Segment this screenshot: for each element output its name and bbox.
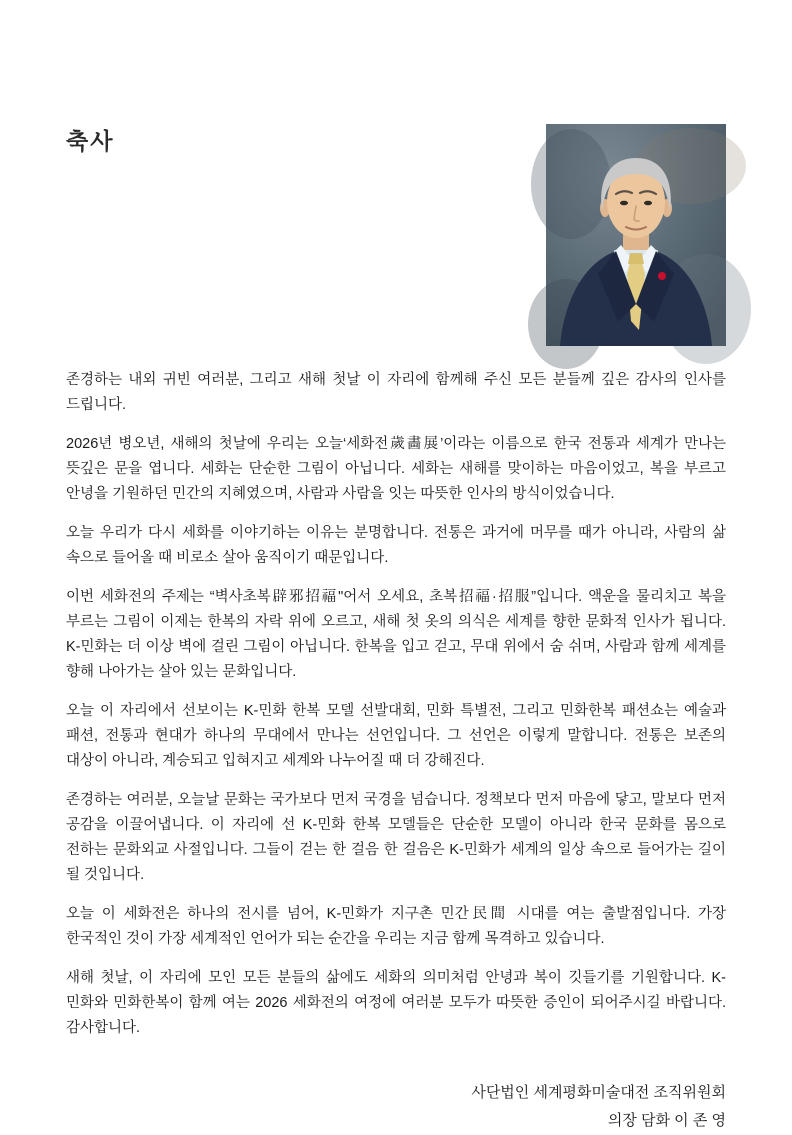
portrait-photo bbox=[546, 124, 726, 346]
document-header bbox=[66, 0, 726, 346]
page-title: 축사 bbox=[66, 128, 115, 154]
portrait-photo-image bbox=[546, 124, 726, 346]
body-paragraph: 존경하는 내외 귀빈 여러분, 그리고 새해 첫날 이 자리에 함께해 주신 모든 분들께 깊은 감사의 인사를 드립니다. bbox=[66, 372, 726, 413]
body-paragraph: 오늘 우리가 다시 세화를 이야기하는 이유는 분명합니다. 전통은 과거에 머무를 때가 아니라, 사람의 삶 속으로 들어올 때 비로소 살아 움직이기 때문입니다. bbox=[66, 525, 726, 566]
body-paragraph: 새해 첫날, 이 자리에 모인 모든 분들의 삶에도 세화의 의미처럼 안녕과 복이 깃들기를 기원합니다. K-민화와 민화한복이 함께 여는 2026 세화전의 여정에 여러분 모두가 따뜻한 증인이 되어주시길 바랍니다. 감사합니다. bbox=[66, 970, 726, 1036]
signature-organization: 사단법인 세계평화미술대전 조직위원회 bbox=[471, 1084, 726, 1101]
portrait-eye-right bbox=[644, 201, 652, 206]
body-paragraph: 이번 세화전의 주제는 “벽사초복辟邪招福"어서 오세요, 초복招福·招服”입니다. 액운을 물리치고 복을 부르는 그림이 이제는 한복의 자락 위에 오르고, 새해 첫 옷의 의식은 세계를 향한 문화적 인사가 됩니다. K-민화는 더 이상 벽에 걸린 그림이 아닙니다. 한복을 입고 걷고, 무대 위에서 숨 쉬며, 사람과 함께 세계를 향해 나아가는 살아 있는 문화입니다. bbox=[66, 589, 726, 680]
body-paragraph: 존경하는 여러분, 오늘날 문화는 국가보다 먼저 국경을 넘습니다. 정책보다 먼저 마음에 닿고, 말보다 먼저 공감을 이끌어냅니다. 이 자리에 선 K-민화 한복 모델들은 단순한 모델이 아니라 한국 문화를 몸으로 전하는 문화외교 사절입니다. 그들이 걷는 한 걸음 한 걸음은 K-민화가 세계의 일상 속으로 들어가는 길이 될 것입니다. bbox=[66, 792, 726, 883]
body-paragraph: 오늘 이 자리에서 선보이는 K-민화 한복 모델 선발대회, 민화 특별전, 그리고 민화한복 패션쇼는 예술과 패션, 전통과 현대가 하나의 무대에서 만나는 선언입니다. 그 선언은 이렇게 말합니다. 전통은 보존의 대상이 아니라, 계승되고 입혀지고 세계와 나누어질 때 더 강해진다. bbox=[66, 703, 726, 769]
body-paragraph: 오늘 이 세화전은 하나의 전시를 넘어, K-민화가 지구촌 민간民間 시대를 여는 출발점입니다. 가장 한국적인 것이 가장 세계적인 언어가 되는 순간을 우리는 지금 함께 목격하고 있습니다. bbox=[66, 906, 726, 947]
backdrop-mottle bbox=[531, 129, 611, 239]
portrait-eye-left bbox=[620, 201, 628, 206]
signature-block bbox=[66, 1079, 726, 1135]
body-paragraph: 2026년 병오년, 새해의 첫날에 우리는 오늘‘세화전歲畵展’이라는 이름으로 한국 전통과 세계가 만나는 뜻깊은 문을 엽니다. 세화는 단순한 그림이 아닙니다. 세화는 새해를 맞이하는 마음이었고, 복을 부르고 안녕을 기원하던 민간의 지혜였으며, 사람과 사람을 잇는 따뜻한 인사의 방식이었습니다. bbox=[66, 436, 726, 502]
speech-body bbox=[66, 368, 726, 1041]
signature-chairman: 의장 담화 이 존 영 bbox=[607, 1112, 726, 1129]
portrait-tie-knot bbox=[628, 253, 644, 264]
portrait-lapel-pin bbox=[658, 272, 666, 280]
